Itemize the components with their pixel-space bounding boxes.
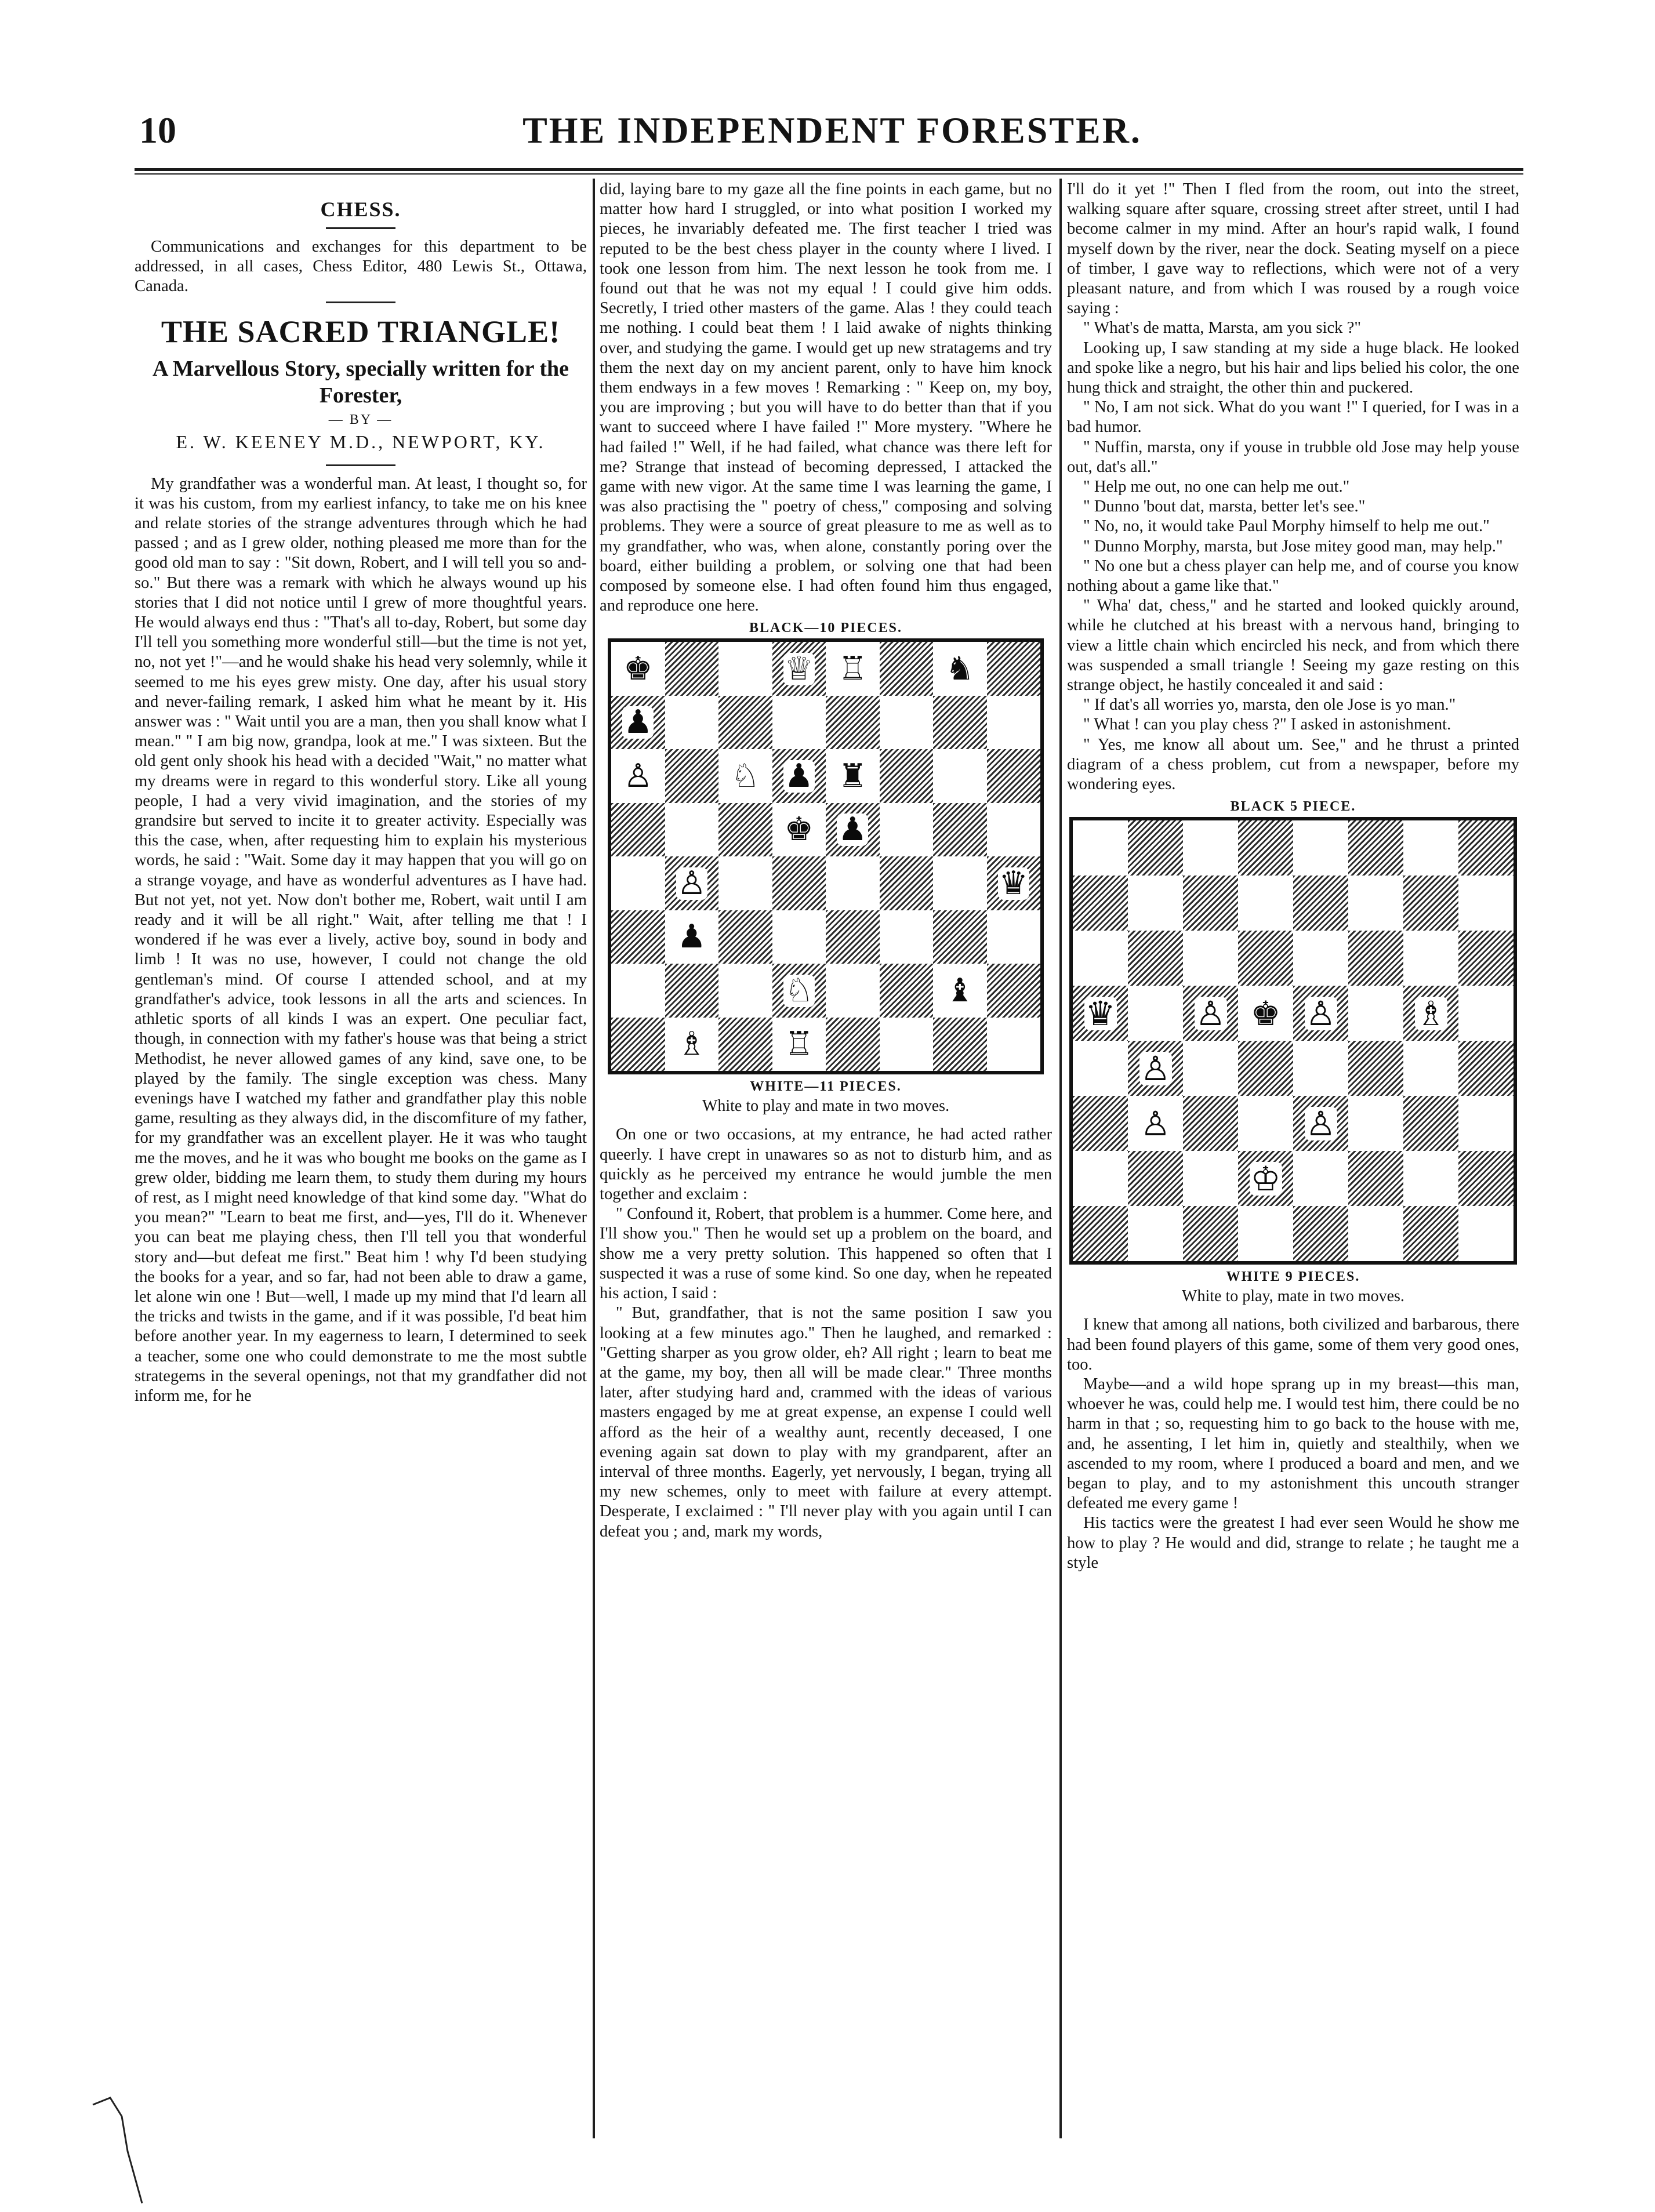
board-square [1293,931,1348,986]
board-square [933,696,987,750]
story-paragraph: " What's de matta, Marsta, am you sick ?" [1083,319,1361,337]
board-square [1238,1096,1293,1151]
board-square [1238,1206,1293,1261]
board-square [718,964,772,1018]
publication-title: THE INDEPENDENT FORESTER. [522,110,1142,151]
board-square [1128,876,1183,931]
board-square [826,1018,880,1072]
chess-piece-icon: ♔ [1250,1158,1281,1198]
board-square [826,642,880,696]
board-square [611,803,665,857]
story-paragraph: Looking up, I saw standing at my side a huge black. He looked and spoke like a negro, but his hair and lips belied his color, the one hung thick and straight, the other thin and puckered. [1067,339,1519,397]
story-paragraph: " No, I am not sick. What do you want !" I queried, for I was in a bad humor. [1067,398,1519,437]
board-square [772,642,826,696]
board-square [1128,931,1183,986]
board2-black-label: BLACK 5 PIECE. [1230,799,1356,815]
chess-piece-icon: ♗ [1416,993,1446,1033]
board-square [1238,876,1293,931]
board-square [1183,876,1238,931]
board-square [718,749,772,803]
board-square [826,749,880,803]
board-square [1348,1151,1403,1206]
board-square [772,749,826,803]
board-square [1348,986,1403,1041]
board-square [1183,820,1238,876]
story-paragraph: " No, no, it would take Paul Morphy himself to help me out." [1083,517,1490,536]
board-square [1458,876,1514,931]
chess-piece-icon: ♙ [1195,993,1226,1033]
chess-piece-icon: ♙ [1305,1103,1336,1143]
chess-piece-icon: ♛ [1085,993,1116,1033]
board-square [718,642,772,696]
board-square [1183,1041,1238,1096]
board-square [1073,1041,1128,1096]
page-number: 10 [139,110,176,151]
column-3 [1067,180,1519,2151]
board-square [1348,931,1403,986]
board-square [1403,876,1458,931]
board-square [987,964,1041,1018]
board-square [933,1018,987,1072]
chess-piece-icon: ♚ [623,649,653,688]
margin-pencil-mark [87,2082,157,2209]
board-square [1348,1041,1403,1096]
board-square [665,642,719,696]
board-square [1458,1206,1514,1261]
chess-piece-icon: ♘ [784,971,814,1009]
heading-rule [326,302,395,303]
board-square [1293,986,1348,1041]
board-square [1458,1151,1514,1206]
chess-piece-icon: ♟ [784,757,814,795]
board-square [987,910,1041,964]
header-rule-top [135,168,1523,171]
board-square [826,910,880,964]
column-divider-1 [593,179,595,2138]
chess-communications-note: Communications and exchanges for this department to be addressed, in all cases, Chess Editor, 480 Lewis St., Ottawa, Canada. [135,238,587,296]
board-square [1403,1041,1458,1096]
board-square [1458,1041,1514,1096]
board-square [718,803,772,857]
board-square [665,803,719,857]
board-square [933,910,987,964]
board-square [1128,986,1183,1041]
board-square [665,1018,719,1072]
board-square [880,803,934,857]
story-paragraph: did, laying bare to my gaze all the fine points in each game, but no matter how hard I struggled, or into what position I worked my pieces, he invariably defeated me. The first teacher I tried was reputed to be the best chess player in the county where I lived. I took one lesson from him. The next lesson he took from me. I found out that he was not my equal ! I could give him odds. Secretly, I tried other masters of the game. Alas ! they could teach me nothing. I could beat them ! I laid awake of nights thinking over, and studying the game. I would get up new stratagems and try them the next day on my ancient parent, only to have him knock them endways in a few moves ! Remarking : " Keep on, my boy, you are improving ; but you will have to do better than that if you want to succeed where I have failed !" More mystery. "Where he had failed !" Well, if he had failed, what chance was there left for me? Strange that instead of becoming depressed, I attacked the game with new vigor. At the same time I was learning the game, I was also practising the " poetry of chess," composing and solving problems. They were a source of great pleasure to me as well as to my grandfather, who was, when alone, constantly poring over the board, either building a problem, or solving one that had been composed by someone else. I had often found him thus engaged, and reproduce one here. [600,180,1052,615]
board-square [611,749,665,803]
board1-caption: White to play and mate in two moves. [702,1097,950,1116]
board-square [611,910,665,964]
chess-board-problem-1 [608,638,1044,1074]
board-square [880,856,934,910]
chess-piece-icon: ♞ [945,649,975,688]
board-square [1458,931,1514,986]
board-square [1238,931,1293,986]
story-paragraph: On one or two occasions, at my entrance, he had acted rather queerly. I have crept in unawares so as not to disturb him, and as quickly as he perceived my entrance he would jumble the men together and exclaim : [600,1125,1052,1204]
board-square [718,856,772,910]
byline-author: E. W. KEENEY M.D., NEWPORT, KY. [176,431,546,452]
board-square [1073,1151,1128,1206]
chess-piece-icon: ♚ [784,811,814,849]
board-square [611,642,665,696]
chess-piece-icon: ♙ [623,757,653,795]
byline-by: — BY — [328,412,393,427]
board-square [665,749,719,803]
board-square [1128,1151,1183,1206]
board-square [1073,986,1128,1041]
chess-board-problem-2 [1069,817,1517,1265]
board-square [987,803,1041,857]
chess-piece-icon: ♖ [784,1025,814,1063]
board-square [611,964,665,1018]
column-2 [600,180,1052,2151]
board-square [987,1018,1041,1072]
board-square [772,910,826,964]
board-square [1073,931,1128,986]
board-square [933,856,987,910]
board-square [826,964,880,1018]
board-square [718,910,772,964]
chess-heading: CHESS. [320,198,401,221]
board-square [880,964,934,1018]
board-square [880,910,934,964]
board-square [1183,1096,1238,1151]
board-square [933,964,987,1018]
story-paragraph: I'll do it yet !" Then I fled from the room, out into the street, walking square after square, crossing street after street, until I had become calmer in my mind. After an hour's rapid walk, I found myself down by the river, near the dock. Seating myself on a piece of timber, I gave way to reflections, which were not of a very pleasant nature, and from which I was roused by a rough voice saying : [1067,180,1519,318]
board-square [772,1018,826,1072]
chess-piece-icon: ♖ [838,649,868,688]
board-square [1183,1151,1238,1206]
board-square [880,696,934,750]
board-square [1293,1206,1348,1261]
chess-piece-icon: ♟ [623,703,653,742]
board-square [1403,1206,1458,1261]
board-square [987,642,1041,696]
board-square [772,803,826,857]
board-square [665,856,719,910]
board-square [772,696,826,750]
board-square [987,696,1041,750]
board-square [1238,1151,1293,1206]
chess-piece-icon: ♙ [1140,1103,1171,1143]
board-square [611,696,665,750]
board-square [933,642,987,696]
board-square [1403,986,1458,1041]
board-square [1128,820,1183,876]
story-paragraph: My grandfather was a wonderful man. At least, I thought so, for it was his custom, from my earliest infancy, to take me on his knee and relate stories of the strange adventures through which he had passed ; and as I grew older, nothing pleased me more than for the good old man to say : "Sit down, Robert, and I will tell you so and-so." But there was a remark with which he always wound up his stories that I did not notice until I grew of more thoughtful years. He would always end thus : "That's all to-day, Robert, but some day I'll tell you something more wonderful still—but the time is not yet, no, not yet !"—and he would shake his head very solemnly, while it seemed to me his eyes grew misty. One day, after his usual story and never-failing remark, I asked him what he meant by it. His answer was : " Wait until you are a man, then you shall know what I mean." " I am big now, grandpa, look at me." I was sixteen. But the old gent only shook his head with a decided "Wait," no matter what my dreams were in regard to this wonderful story. Like all young people, I had a very vivid imagination, and the stories of my grandsire but served to incite it to greater activity. Especially was this the case, when, after requesting him to explain his mysterious words, he said : "Wait. Some day it may happen that you will go on a strange voyage, and have as wonderful adventures as I have had. But not yet, not yet. Now don't bother me, Robert, wait until I am ready and it will be all right." Wait, after telling me that ! I wondered if he was ever a lively, active boy, sound in body and limb ! It was no use, however, I could not change the old gentleman's mind. Of course I attended school, and at my grandfather's advice, took lessons in all the arts and sciences. In athletic sports of all kinds I was an expert. One peculiar fact, though, in connection with my father's house was that being a strict Methodist, he never allowed games of any kind, save one, to be played by the family. The single exception was chess. Many evenings have I watched my father and grandfather play this noble game, resulting as they always did, in the discomfiture of my father, for my grandfather was an excellent player. He it was who taught me the moves, and he it was who bought me books on the game as I grew older, bidding me learn them, to study them during my hours of rest, as I might need knowledge of that kind some day. "What do you mean?" "Learn to beat me first, and—yes, I'll do it. Whenever you can beat me playing chess, then I'll tell you that wonderful story and—but defeat me first." Beat him ! why I'd been studying the books for a year, and so far, had not been able to draw a game, let alone win one ! But—well, I made up my mind that I'd learn all the tricks and twists in the game, and if it was possible, I'd beat him before another year. In my eagerness to learn, I determined to seek a teacher, some one who could demonstrate to me the most subtle strategems in the several openings, not that my grandfather did not inform me, for he [135,474,587,1405]
board-square [1238,986,1293,1041]
story-paragraph: " Dunno Morphy, marsta, but Jose mitey good man, may help." [1083,537,1503,555]
story-paragraph: " What ! can you play chess ?" I asked in astonishment. [1083,715,1451,734]
board2-white-label: WHITE 9 PIECES. [1226,1269,1360,1285]
board-square [933,749,987,803]
board-square [772,964,826,1018]
heading-rule [326,464,395,466]
story-paragraph: His tactics were the greatest I had ever seen Would he show me how to play ? He would and did, strange to relate ; he taught me a style [1067,1514,1519,1572]
board-square [1458,1096,1514,1151]
chess-piece-icon: ♚ [1250,993,1281,1033]
board-square [1073,876,1128,931]
board-square [880,642,934,696]
chess-piece-icon: ♜ [838,757,868,795]
story-title: THE SACRED TRIANGLE! [161,314,561,349]
board-square [665,696,719,750]
board-square [1348,1096,1403,1151]
board-square [1128,1041,1183,1096]
board-square [1458,820,1514,876]
board-square [1183,1206,1238,1261]
story-paragraph: " If dat's all worries yo, marsta, den ole Jose is yo man." [1083,696,1456,714]
story-paragraph: " Nuffin, marsta, ony if youse in trubble old Jose may help youse out, dat's all." [1067,438,1519,476]
board-square [1238,820,1293,876]
chess-piece-icon: ♙ [1305,993,1336,1033]
board-square [1348,876,1403,931]
story-paragraph: " No one but a chess player can help me, and of course you know nothing about a game like that." [1067,557,1519,595]
story-paragraph: " But, grandfather, that is not the same position I saw you looking at a few minutes ago." Then he laughed, and remarked : "Getting sharper as you grow older, eh? All right ; learn to beat me at the game, my boy, then all will be made clear." Three months later, after studying hard and, crammed with the ideas of various masters engaged by me at great expense, an expense I could well afford as the heir of a wealthy aunt, recently deceased, I one evening again sat down to play with my grandparent, after an interval of three months. Eagerly, yet nervously, I began, trying all my new schemes, only to meet with failure at every attempt. Desperate, I exclaimed : " I'll never play with you again until I can defeat you ; and, mark my words, [600,1304,1052,1541]
board1-white-label: WHITE—11 PIECES. [750,1079,902,1095]
board-square [987,856,1041,910]
chess-piece-icon: ♟ [677,918,706,956]
column-divider-2 [1059,179,1062,2138]
board-square [1293,1096,1348,1151]
story-paragraph: " Yes, me know all about um. See," and he thrust a printed diagram of a chess problem, cut from a newspaper, before my wondering eyes. [1067,735,1519,794]
chess-piece-icon: ♝ [945,971,975,1009]
board-square [1073,1206,1128,1261]
chess-piece-icon: ♙ [677,864,706,902]
board-square [1458,986,1514,1041]
board-square [826,803,880,857]
board-square [1403,1151,1458,1206]
story-paragraph: Maybe—and a wild hope sprang up in my breast—this man, whoever he was, could help me. I would test him, there could be no harm in that ; so, requesting him to go back to the house with me, and, he assenting, I let him in, quietly and stealthily, when we ascended to my room, where I produced a board and men, and we began to play, and to my astonishment this uncouth stranger defeated me every game ! [1067,1375,1519,1513]
board-square [665,910,719,964]
board-square [1403,931,1458,986]
board-square [880,1018,934,1072]
board-square [1403,820,1458,876]
board-square [1403,1096,1458,1151]
board-square [1293,820,1348,876]
chess-piece-icon: ♕ [784,649,814,688]
board-square [1183,931,1238,986]
board-square [933,803,987,857]
board-square [665,964,719,1018]
board-square [611,1018,665,1072]
board-square [1293,1151,1348,1206]
board-square [1128,1206,1183,1261]
board-square [1128,1096,1183,1151]
column-1 [135,180,587,2151]
story-paragraph: " Help me out, no one can help me out." [1083,478,1350,496]
board-square [1183,986,1238,1041]
chess-piece-icon: ♘ [731,757,760,795]
board1-black-label: BLACK—10 PIECES. [749,620,903,636]
chess-piece-icon: ♗ [677,1025,706,1063]
header-rule-bottom [135,173,1523,175]
board-square [826,696,880,750]
story-paragraph: " Confound it, Robert, that problem is a hummer. Come here, and I'll show you." Then he would set up a problem on the board, and show me a very pretty solution. This happened so often that I suspected it was a ruse of some kind. So one day, when he repeated his action, I said : [600,1205,1052,1303]
board-square [1348,1206,1403,1261]
page-header [139,109,1525,167]
story-paragraph: I knew that among all nations, both civilized and barbarous, there had been found players of this game, some of them very good ones, too. [1067,1316,1519,1374]
board-square [772,856,826,910]
board-square [611,856,665,910]
board-square [987,749,1041,803]
chess-piece-icon: ♛ [999,864,1028,902]
board-square [718,696,772,750]
chess-piece-icon: ♟ [838,811,868,849]
story-subtitle: A Marvellous Story, specially written for the Forester, [152,356,569,408]
board-square [1073,1096,1128,1151]
board-square [880,749,934,803]
story-paragraph: " Wha' dat, chess," and he started and looked quickly around, while he clutched at his breast with a nervous hand, bringing to view a little chain which encircled his neck, and from which there was suspended a small triangle ! Seeing my gaze resting on this strange object, he hastily concealed it and said : [1067,597,1519,695]
heading-rule [326,227,395,229]
chess-piece-icon: ♙ [1140,1048,1171,1088]
board2-caption: White to play, mate in two moves. [1182,1287,1404,1306]
board-square [718,1018,772,1072]
board-square [1348,820,1403,876]
board-square [1293,1041,1348,1096]
board-square [1073,820,1128,876]
board-square [1238,1041,1293,1096]
story-paragraph: " Dunno 'bout dat, marsta, better let's see." [1083,497,1366,516]
board-square [826,856,880,910]
board-square [1293,876,1348,931]
